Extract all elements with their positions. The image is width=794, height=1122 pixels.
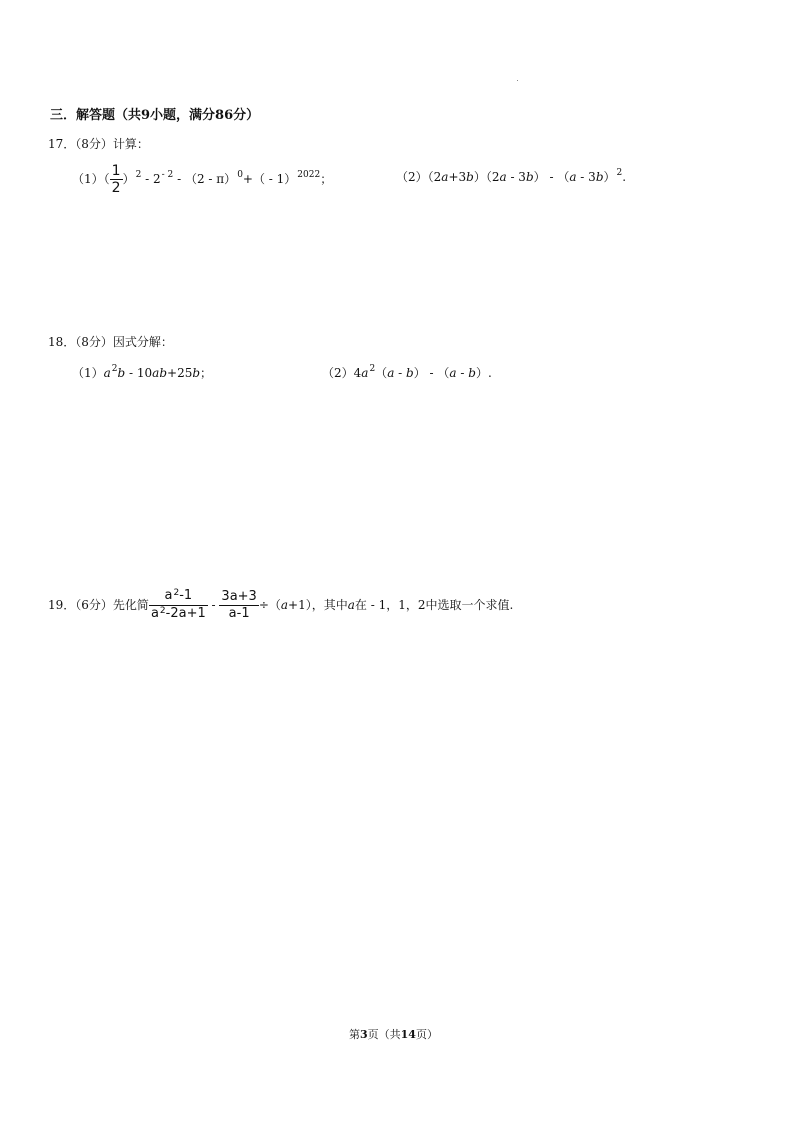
expression-term: 在 - 1，1，2中选取一个求值. — [354, 598, 514, 612]
fraction-first — [149, 588, 208, 623]
variable: a — [361, 366, 369, 380]
page-number: 3 — [360, 1028, 368, 1041]
variable: a — [387, 366, 395, 380]
question-number: 19． — [48, 598, 76, 612]
variable: a — [449, 366, 457, 380]
variable: b — [406, 366, 414, 380]
question-score: （8分） — [75, 137, 113, 151]
fraction-one-half — [110, 163, 123, 196]
expression-term: -2a+1 — [165, 606, 206, 621]
paren-open: （ — [103, 172, 110, 186]
fraction-denominator: a-1 — [228, 606, 250, 621]
section-title-text: 三．解答题（共9小题，满分86分） — [50, 108, 260, 123]
exponent: 2 — [159, 606, 166, 616]
exponent: 2 — [173, 588, 180, 598]
page-footer — [349, 1026, 438, 1042]
section-title — [50, 104, 259, 123]
operator: - — [207, 598, 220, 612]
expression-term: （ — [375, 366, 388, 380]
operator: ÷（ — [258, 598, 281, 612]
part-label: （2） — [396, 170, 428, 184]
question-prompt: 因式分解： — [112, 335, 173, 349]
exponent: 2 — [135, 170, 142, 180]
question-score: （6分） — [75, 598, 113, 612]
expression-term: -1 — [179, 588, 193, 603]
question-18-part-1 — [72, 364, 212, 381]
expression-term: - — [394, 366, 407, 380]
variable: a — [441, 170, 449, 184]
expression-term: - （2 - π） — [173, 172, 237, 186]
exponent: - 2 — [161, 170, 174, 180]
fraction-numerator — [149, 588, 208, 606]
paren-close: ） — [122, 172, 135, 186]
variable: a — [103, 366, 111, 380]
expression-term: 4 — [353, 366, 362, 380]
expression-term: - 3 — [576, 170, 596, 184]
expression-term: +（ - 1） — [242, 172, 297, 186]
part-label: （2） — [322, 366, 354, 380]
exponent: 2022 — [297, 170, 321, 180]
expression-term: （2 — [427, 170, 442, 184]
variable: b — [468, 366, 476, 380]
question-19 — [48, 585, 513, 625]
total-pages: 14 — [400, 1028, 416, 1041]
variable: b — [117, 366, 126, 380]
part-label: （1） — [72, 366, 104, 380]
variable: a — [164, 588, 173, 603]
expression-term: - 3 — [506, 170, 526, 184]
variable: a — [347, 598, 355, 612]
expression-end: ； — [200, 366, 213, 380]
variable: b — [525, 170, 534, 184]
expression-term: ） - （ — [533, 170, 570, 184]
expression-term: ） — [603, 170, 616, 184]
question-prompt: 先化简 — [112, 598, 149, 612]
stray-mark — [517, 80, 518, 81]
fraction-denominator: 2 — [111, 180, 121, 196]
footer-text: 页） — [415, 1028, 438, 1041]
question-17-part-1 — [72, 160, 332, 198]
expression-term: +25 — [167, 366, 193, 380]
variable: a — [499, 170, 507, 184]
variable: ab — [152, 366, 168, 380]
exponent: 2 — [111, 364, 118, 374]
question-number: 18． — [48, 335, 76, 349]
footer-text: 第 — [349, 1028, 360, 1041]
part-label: （1） — [72, 172, 104, 186]
question-prompt: 计算： — [112, 137, 149, 151]
exponent: 2 — [369, 364, 376, 374]
expression-term: - 2 — [141, 172, 161, 186]
question-score: （8分） — [75, 335, 113, 349]
fraction-second — [219, 589, 258, 622]
expression-term: ） - （ — [413, 366, 450, 380]
exponent: 0 — [237, 170, 243, 180]
question-number: 17． — [48, 137, 76, 151]
exponent: 2 — [616, 168, 623, 178]
question-18-part-2 — [322, 364, 492, 381]
expression-end: ）. — [475, 366, 492, 380]
variable: a — [280, 598, 289, 612]
expression-term: ）（2 — [473, 170, 500, 184]
footer-text: 页（共 — [367, 1028, 401, 1041]
expression-term: +1），其中 — [288, 598, 348, 612]
expression-end: ； — [320, 172, 333, 186]
question-18-header — [48, 333, 173, 350]
variable: b — [192, 366, 201, 380]
fraction-numerator: 3a+3 — [221, 589, 257, 604]
variable: b — [595, 170, 604, 184]
expression-term: +3 — [448, 170, 467, 184]
expression-term: - — [456, 366, 469, 380]
question-17-part-2 — [396, 168, 626, 185]
expression-term: - 10 — [125, 366, 153, 380]
fraction-denominator — [149, 606, 208, 623]
variable: b — [466, 170, 474, 184]
variable: a — [150, 606, 159, 621]
question-17-header — [48, 135, 149, 152]
expression-end: . — [622, 170, 627, 184]
variable: a — [569, 170, 577, 184]
fraction-numerator: 1 — [111, 163, 121, 179]
